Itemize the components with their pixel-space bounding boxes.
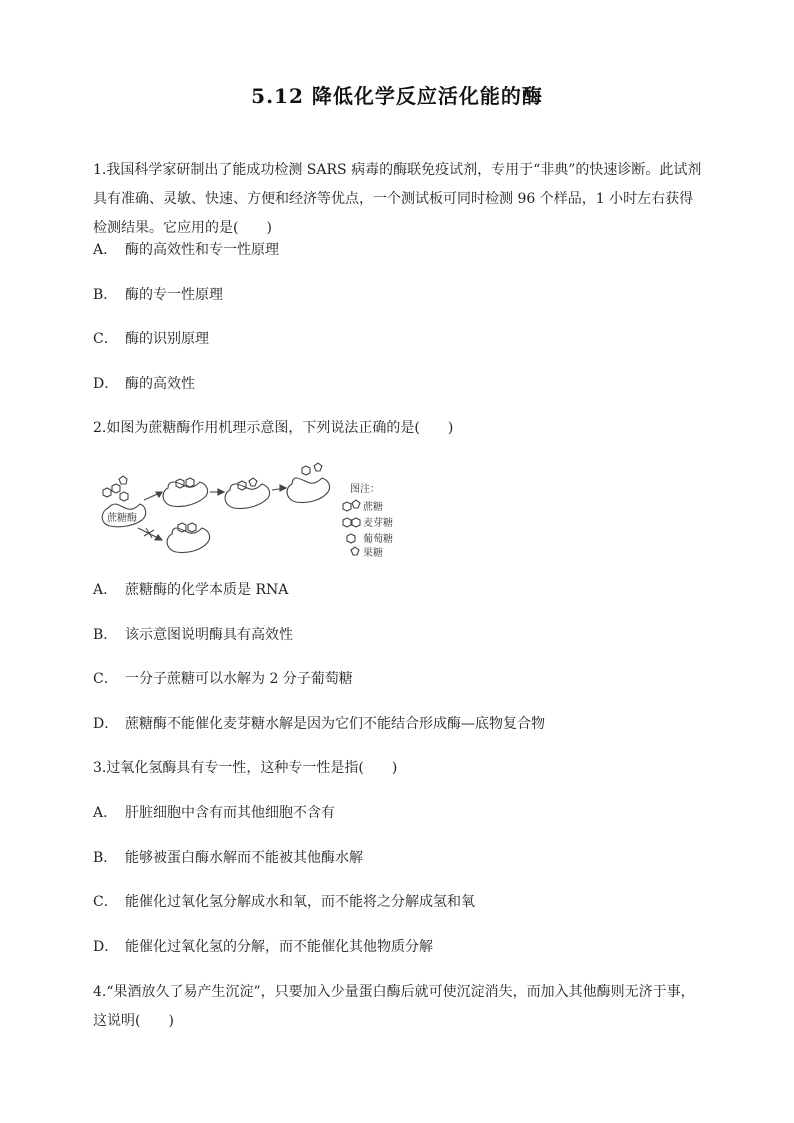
maltose-hexagon-icon [120,492,128,501]
question-1-text: 1.我国科学家研制出了能成功检测 SARS 病毒的酶联免疫试剂，专用于“非典”的快速诊断。此试剂具有准确、灵敏、快速、方便和经济等优点，一个测试板可同时检测 96 个样品，1 小时左右获得检测结果。它应用的是( ) [93,162,702,236]
question-3-option-d [93,937,705,957]
option-key: B． [93,287,118,303]
question-2-option-a [93,580,705,600]
option-key: B． [93,627,118,643]
legend-maltose-icon [343,518,351,527]
question-3-option-b [93,848,705,868]
question-1-option-c [93,329,705,349]
question-3-text: 3.过氧化氢酶具有专一性，这种专一性是指( ) [93,760,398,776]
legend-glucose-icon [347,534,355,543]
option-text: 该示意图说明酶具有高效性 [125,627,293,643]
question-3-option-c [93,892,705,912]
legend-label-glucose: 葡萄糖 [363,534,393,545]
option-text: 酶的高效性 [125,376,195,392]
legend-fructose-icon [351,547,359,555]
legend-sucrose-icon [343,502,351,511]
enzyme-label: 蔗糖酶 [107,513,137,524]
option-text: 酶的高效性和专一性原理 [125,242,279,258]
sucrase-mechanism-figure [98,462,408,584]
complex-enzyme-shape [163,482,208,507]
legend-title: 图注： [350,484,380,495]
option-text: 蔗糖酶的化学本质是 RNA [125,582,289,598]
option-text: 酶的识别原理 [125,331,209,347]
legend-label-fructose: 果糖 [363,548,383,559]
question-2-option-d [93,714,705,734]
option-text: 能催化过氧化氢的分解，而不能催化其他物质分解 [125,939,433,955]
option-text: 能催化过氧化氢分解成水和氧，而不能将之分解成氢和氧 [125,894,475,910]
released-enzyme-shape [287,478,330,503]
legend-label-maltose: 麦芽糖 [363,518,393,529]
option-key: B． [93,850,118,866]
option-text: 一分子蔗糖可以水解为 2 分子葡萄糖 [125,671,353,687]
option-key: D． [93,376,119,392]
option-key: D． [93,716,119,732]
option-key: C． [93,671,118,687]
question-2-option-b [93,625,705,645]
question-1-option-a [93,240,705,260]
sucrose-hexagon-icon [112,484,120,493]
legend-label-sucrose: 蔗糖 [363,502,383,513]
option-key: C． [93,331,118,347]
maltose-enzyme-shape [167,528,210,553]
option-text: 能够被蛋白酶水解而不能被其他酶水解 [125,850,363,866]
option-text: 酶的专一性原理 [125,287,223,303]
maltose-hexagon-icon [103,488,111,497]
page-title: 5.12 降低化学反应活化能的酶 [251,84,543,108]
product-enzyme-shape [225,484,270,509]
question-4-text: 4.“果酒放久了易产生沉淀”，只要加入少量蛋白酶后就可使沉淀消失，而加入其他酶则无济于事，这说明( ) [93,984,695,1029]
option-key: A． [93,242,118,258]
option-key: C． [93,894,118,910]
question-2-text: 2.如图为蔗糖酶作用机理示意图，下列说法正确的是( ) [93,420,454,436]
question-1-option-d [93,374,705,394]
option-key: A． [93,805,118,821]
option-key: A． [93,582,118,598]
question-1-option-b [93,285,705,305]
option-text: 蔗糖酶不能催化麦芽糖水解是因为它们不能结合形成酶—底物复合物 [125,716,545,732]
option-text: 肝脏细胞中含有而其他细胞不含有 [125,805,335,821]
sucrose-pentagon-icon [119,476,127,484]
question-2-option-c [93,669,705,689]
option-key: D． [93,939,119,955]
question-3-option-a [93,803,705,823]
